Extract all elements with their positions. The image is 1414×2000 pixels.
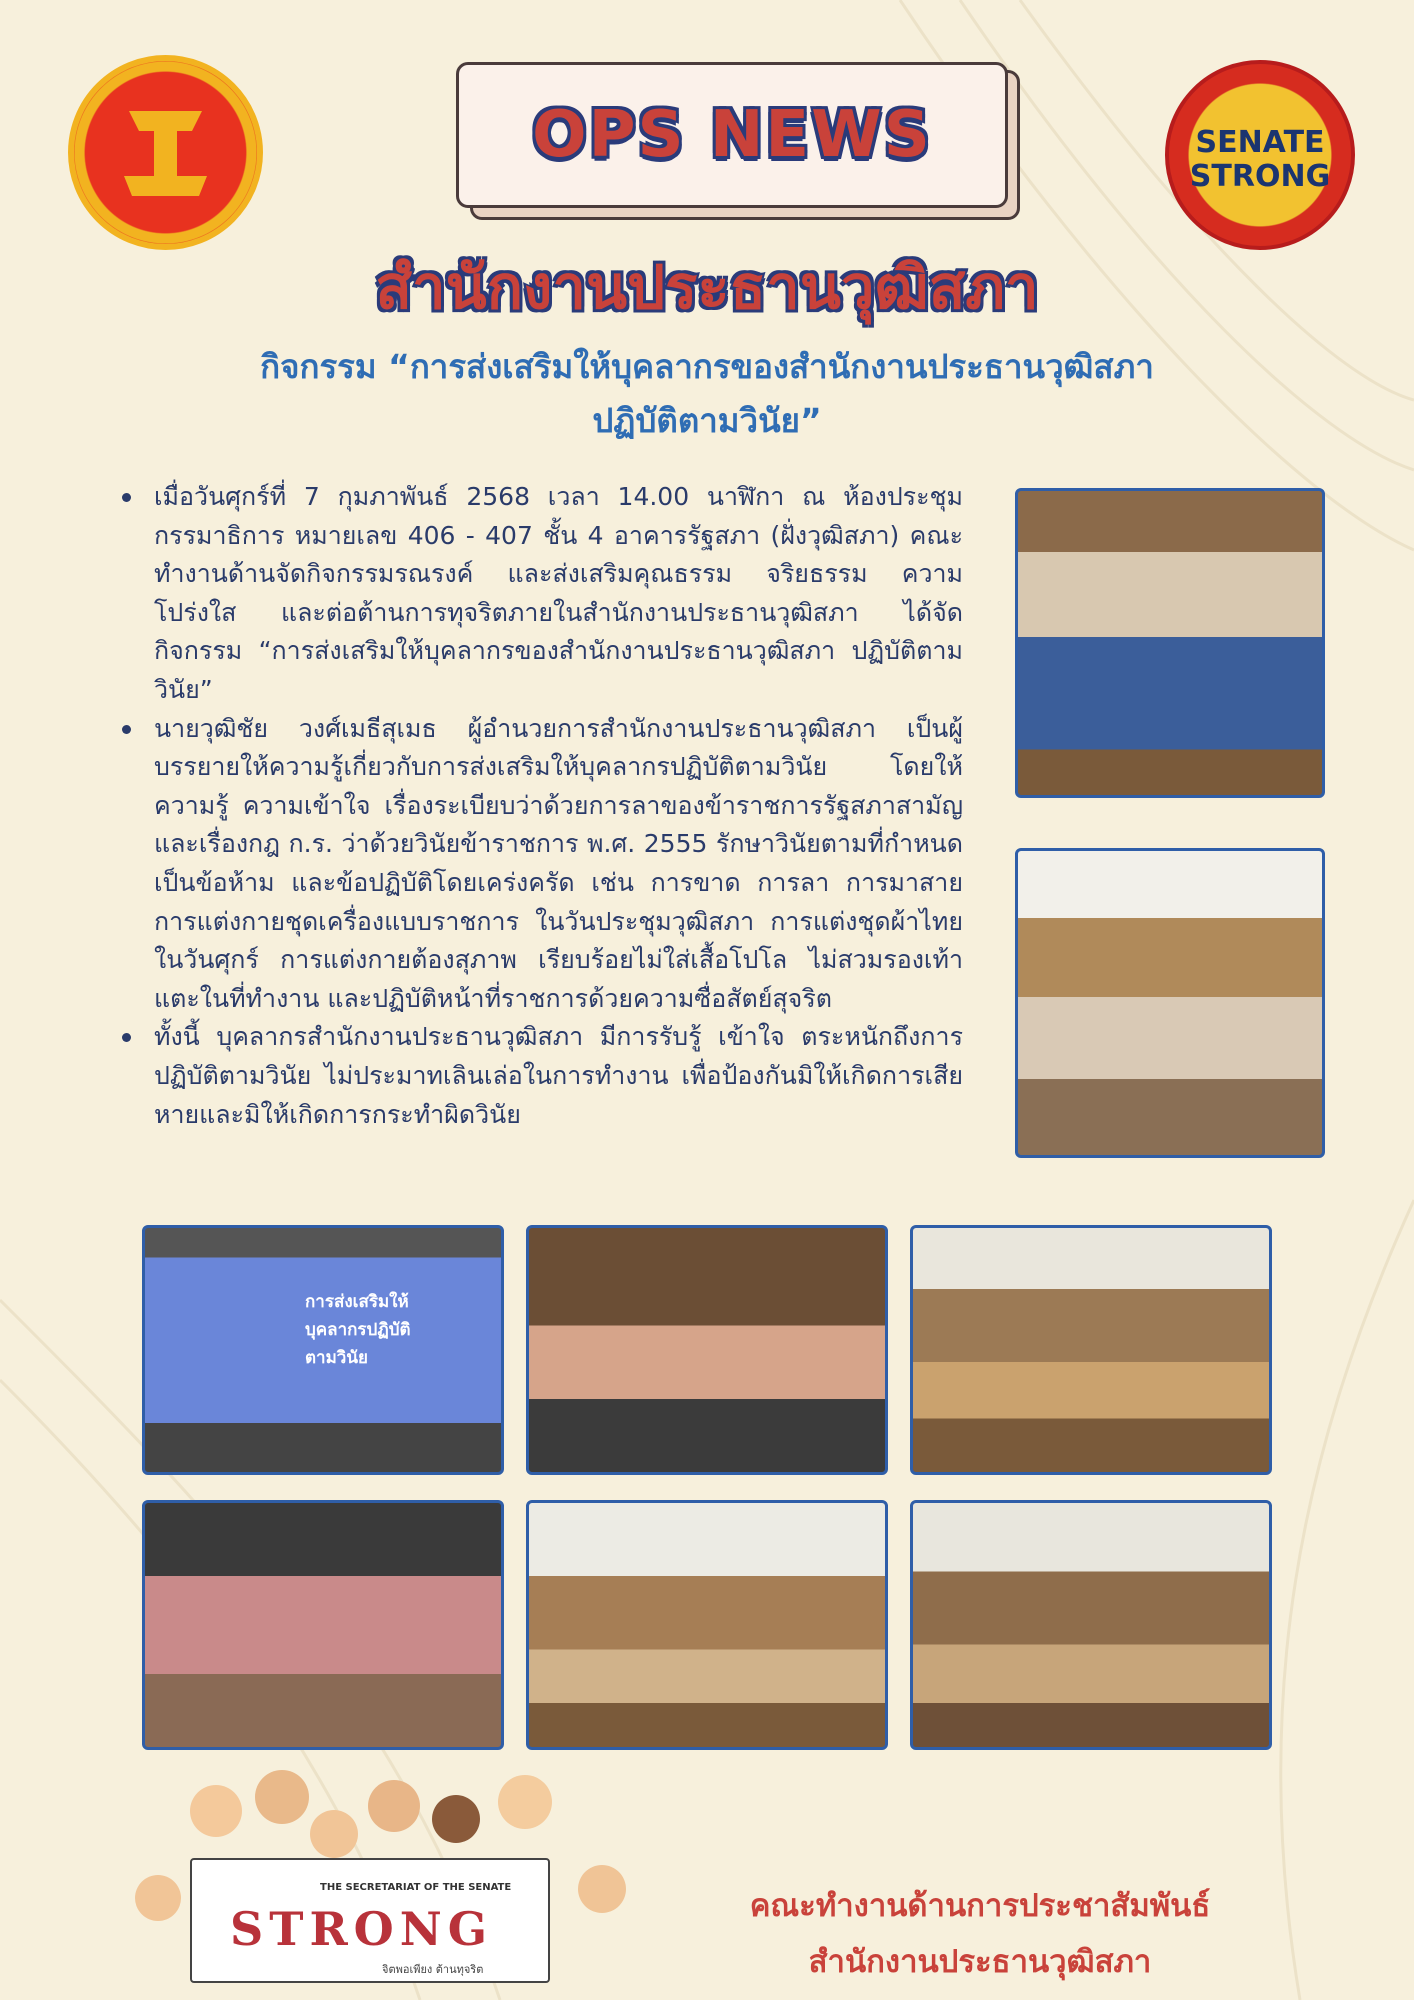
subtitle-line-2: ปฏิบัติตามวินัย” — [592, 401, 822, 440]
card-strong-word: STRONG — [230, 1902, 494, 1956]
footer-team-line-2: สำนักงานประธานวุฒิสภา — [808, 1944, 1152, 1980]
kid-illustration-2 — [255, 1770, 309, 1824]
kid-illustration-4 — [368, 1780, 420, 1832]
kid-illustration-6 — [498, 1775, 552, 1829]
card-top-text: THE SECRETARIAT OF THE SENATE — [320, 1882, 512, 1893]
emblem-icon — [74, 61, 257, 244]
photo-conference-hall — [910, 1225, 1272, 1475]
news-body — [118, 478, 963, 1134]
photo-group-with-signs — [526, 1225, 888, 1475]
kid-illustration-5 — [432, 1795, 480, 1843]
logo-text-strong: STRONG — [1189, 159, 1331, 194]
ops-news-banner — [456, 62, 1008, 208]
photo-group-portrait — [142, 1500, 504, 1750]
logo-text-senate: SENATE — [1195, 125, 1325, 160]
card-motto: จิตพอเพียง ต้านทุจริต — [382, 1963, 484, 1976]
paragraph-1: เมื่อวันศุกร์ที่ 7 กุมภาพันธ์ 2568 เวลา 14.00 นาฬิกา ณ ห้องประชุมกรรมาธิการ หมายเลข 406 - 407 ชั้น 4 อาคารรัฐสภา (ฝั่งวุฒิสภา) คณะทำงานด้านจัดกิจกรรมรณรงค์ และส่งเสริมคุณธรรม จริยธรรม ความโปร่งใส และต่อต้านการทุจริตภายในสำนักงานประธานวุฒิสภา ได้จัดกิจกรรม “การส่งเสริมให้บุคลากรของสำนักงานประธานวุฒิสภา ปฏิบัติตามวินัย” — [118, 478, 963, 710]
kid-illustration-7 — [135, 1875, 181, 1921]
paragraph-2: นายวุฒิชัย วงศ์เมธีสุเมธ ผู้อำนวยการสำนักงานประธานวุฒิสภา เป็นผู้บรรยายให้ความรู้เกี่ยวกับการส่งเสริมให้บุคลากรปฏิบัติตามวินัย โดยให้ความรู้ ความเข้าใจ เรื่องระเบียบว่าด้วยการลาของข้าราชการรัฐสภาสามัญ และเรื่องกฎ ก.ร. ว่าด้วยวินัยข้าราชการ พ.ศ. 2555 รักษาวินัยตามที่กำหนดเป็นข้อห้าม และข้อปฏิบัติโดยเคร่งครัด เช่น การขาด การลา การมาสาย การแต่งกายชุดเครื่องแบบราชการ ในวันประชุมวุฒิสภา การแต่งชุดผ้าไทยในวันศุกร์ การแต่งกายต้องสุภาพ เรียบร้อยไม่ใส่เสื้อโปโล ไม่สวมรองเท้าแตะในที่ทำงาน และปฏิบัติหน้าที่ราชการด้วยความซื่อสัตย์สุจริต — [118, 710, 963, 1019]
photo-speaker — [1015, 488, 1325, 798]
banner-title: OPS NEWS — [532, 98, 932, 172]
photo-meeting-wide — [910, 1500, 1272, 1750]
paragraph-3: ทั้งนี้ บุคลากรสำนักงานประธานวุฒิสภา มีการรับรู้ เข้าใจ ตระหนักถึงการปฏิบัติตามวินัย ไม่ประมาทเลินเล่อในการทำงาน เพื่อป้องกันมิให้เกิดการเสียหายและมิให้เกิดการกระทำผิดวินัย — [118, 1018, 963, 1134]
subtitle-line-1: กิจกรรม “การส่งเสริมให้บุคลากรของสำนักงานประธานวุฒิสภา — [260, 347, 1154, 386]
footer-team-line-1: คณะทำงานด้านการประชาสัมพันธ์ — [749, 1888, 1211, 1924]
page-title: สำนักงานประธานวุฒิสภา — [375, 253, 1039, 323]
senate-strong-logo — [1165, 60, 1355, 250]
parliament-emblem-logo — [68, 55, 263, 250]
strong-campaign-card — [190, 1858, 550, 1983]
kid-illustration-1 — [190, 1785, 242, 1837]
photo-meeting-room-raised-hands — [1015, 848, 1325, 1158]
photo-presentation-slide — [142, 1225, 504, 1475]
slide-text: การส่งเสริมให้บุคลากรปฏิบัติตามวินัย — [305, 1292, 411, 1368]
footer-team — [660, 1878, 1300, 1990]
photo-attendees-seated — [526, 1500, 888, 1750]
activity-subtitle — [60, 340, 1354, 448]
kid-illustration-8 — [578, 1865, 626, 1913]
kid-illustration-3 — [310, 1810, 358, 1858]
